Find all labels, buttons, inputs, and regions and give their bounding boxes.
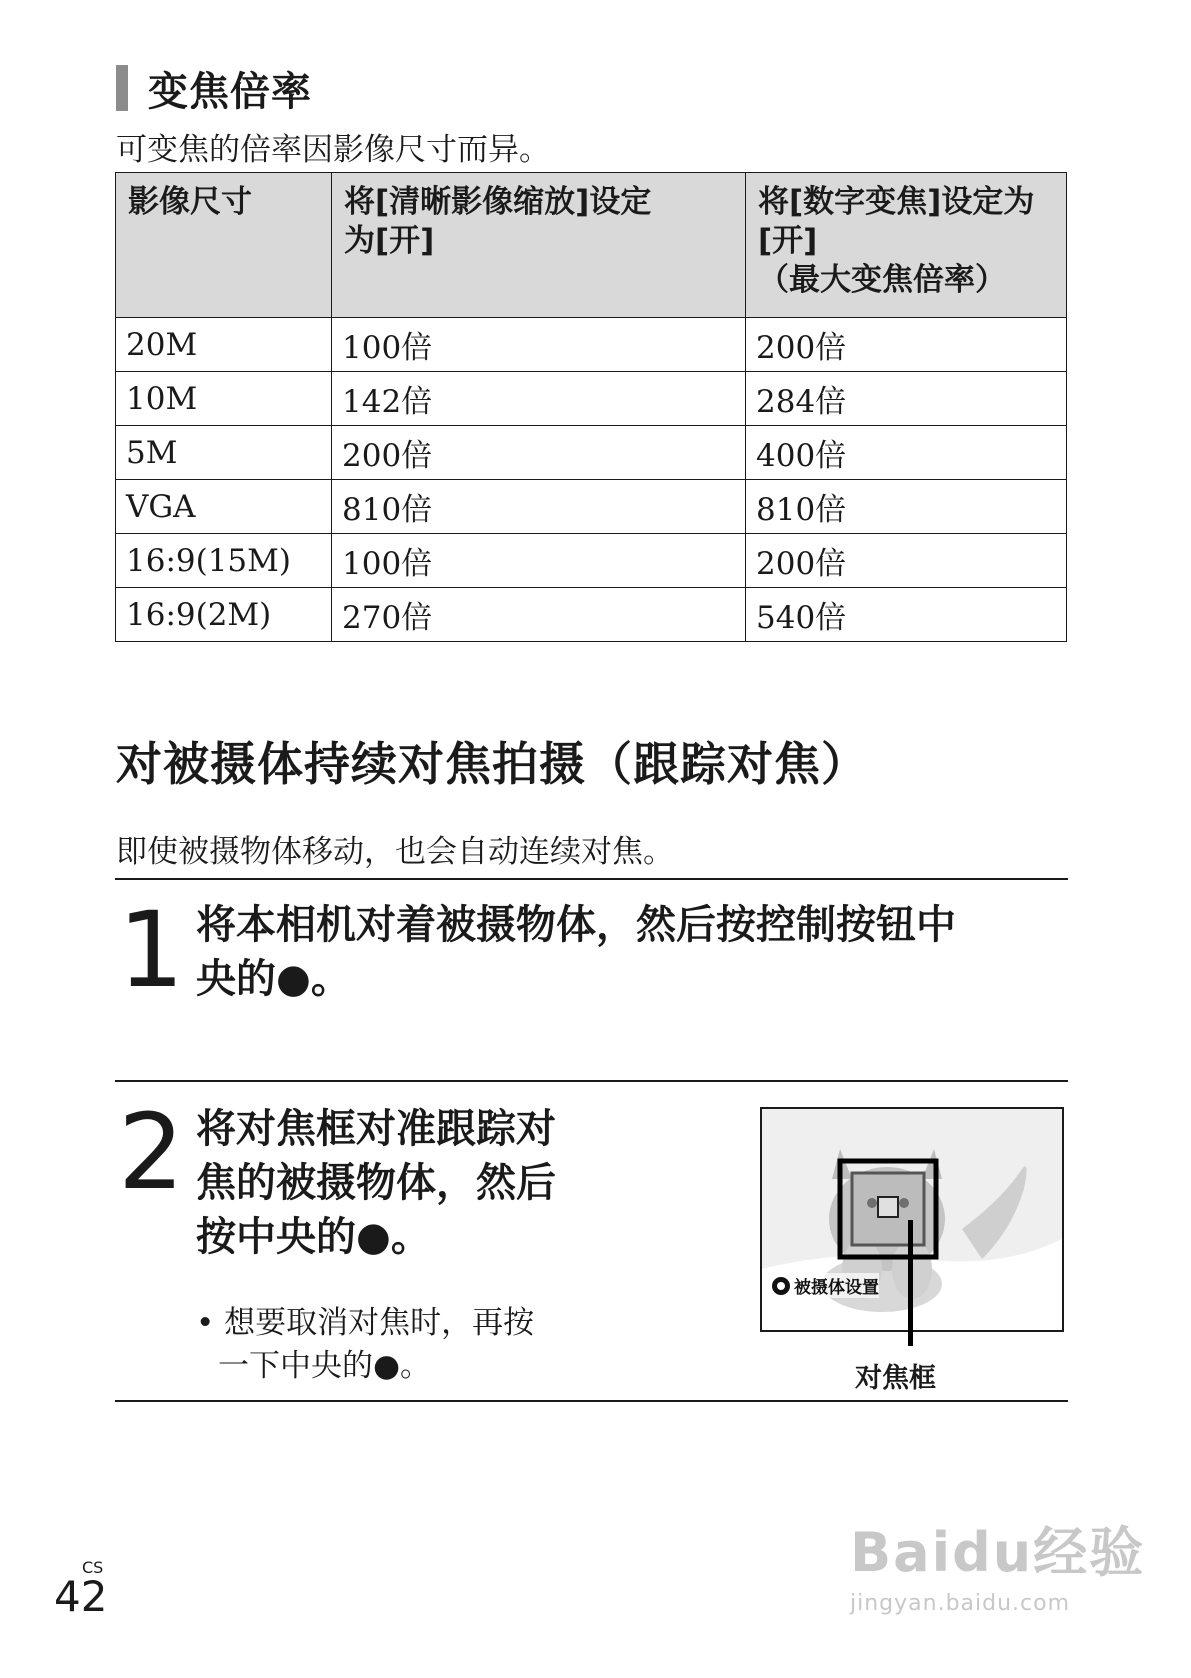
- divider: [115, 1400, 1068, 1402]
- step-number: 2: [118, 1091, 185, 1213]
- section-heading-text: 变焦倍率: [148, 68, 312, 115]
- table-row: [116, 588, 1067, 642]
- header-digital-zoom: 将[数字变焦]设定为 [开] （最大变焦倍率）: [746, 173, 1067, 318]
- step-instruction: 将对焦框对准跟踪对 焦的被摄物体，然后 按中央的●。: [196, 1106, 556, 1260]
- table-row: [116, 372, 1067, 426]
- divider: [115, 1080, 1068, 1082]
- cell-digital-zoom: 200倍: [746, 318, 1067, 372]
- table-row: [116, 318, 1067, 372]
- cell-digital-zoom: 540倍: [746, 588, 1067, 642]
- table-header-row: [116, 173, 1067, 318]
- header-image-size: 影像尺寸: [116, 173, 332, 318]
- cell-image-size: VGA: [116, 480, 332, 534]
- cell-digital-zoom: 810倍: [746, 480, 1067, 534]
- cell-clear-zoom: 142倍: [332, 372, 746, 426]
- callout-line: [908, 1220, 913, 1346]
- cell-image-size: 5M: [116, 426, 332, 480]
- cell-digital-zoom: 200倍: [746, 534, 1067, 588]
- section-description: 即使被摄物体移动，也会自动连续对焦。: [116, 834, 674, 870]
- control-wheel-icon: [772, 1277, 790, 1295]
- cell-digital-zoom: 284倍: [746, 372, 1067, 426]
- cell-digital-zoom: 400倍: [746, 426, 1067, 480]
- cell-image-size: 16:9(2M): [116, 588, 332, 642]
- focus-frame-label: 对焦框: [855, 1363, 936, 1394]
- table-row: [116, 480, 1067, 534]
- cell-clear-zoom: 810倍: [332, 480, 746, 534]
- header-clear-image-zoom: 将[清晰影像缩放]设定 为[开]: [332, 173, 746, 318]
- cell-clear-zoom: 200倍: [332, 426, 746, 480]
- table-row: [116, 426, 1067, 480]
- page-number: 42: [54, 1572, 108, 1621]
- watermark: [850, 1510, 1145, 1616]
- page-title: 对被摄体持续对焦拍摄（跟踪对焦）: [116, 737, 868, 791]
- cell-image-size: 10M: [116, 372, 332, 426]
- cell-clear-zoom: 100倍: [332, 318, 746, 372]
- watermark-url: jingyan.baidu.com: [850, 1591, 1071, 1616]
- subject-setting-overlay: 被摄体设置: [772, 1273, 879, 1298]
- cell-clear-zoom: 270倍: [332, 588, 746, 642]
- zoom-table: [115, 172, 1067, 642]
- divider: [115, 878, 1068, 880]
- step-number: 1: [118, 889, 185, 1011]
- section-heading: [116, 62, 312, 114]
- section-description: 可变焦的倍率因影像尺寸而异。: [116, 132, 550, 168]
- cell-clear-zoom: 100倍: [332, 534, 746, 588]
- cell-image-size: 16:9(15M): [116, 534, 332, 588]
- table-row: [116, 534, 1067, 588]
- heading-bar-marker: [116, 65, 128, 111]
- step-note: • 想要取消对焦时，再按 一下中央的●。: [196, 1305, 535, 1384]
- page-language-code: CS: [82, 1558, 104, 1577]
- cell-image-size: 20M: [116, 318, 332, 372]
- step-instruction: 将本相机对着被摄物体，然后按控制按钮中 央的●。: [196, 902, 956, 1002]
- watermark-brand: Baidu经验: [850, 1521, 1146, 1584]
